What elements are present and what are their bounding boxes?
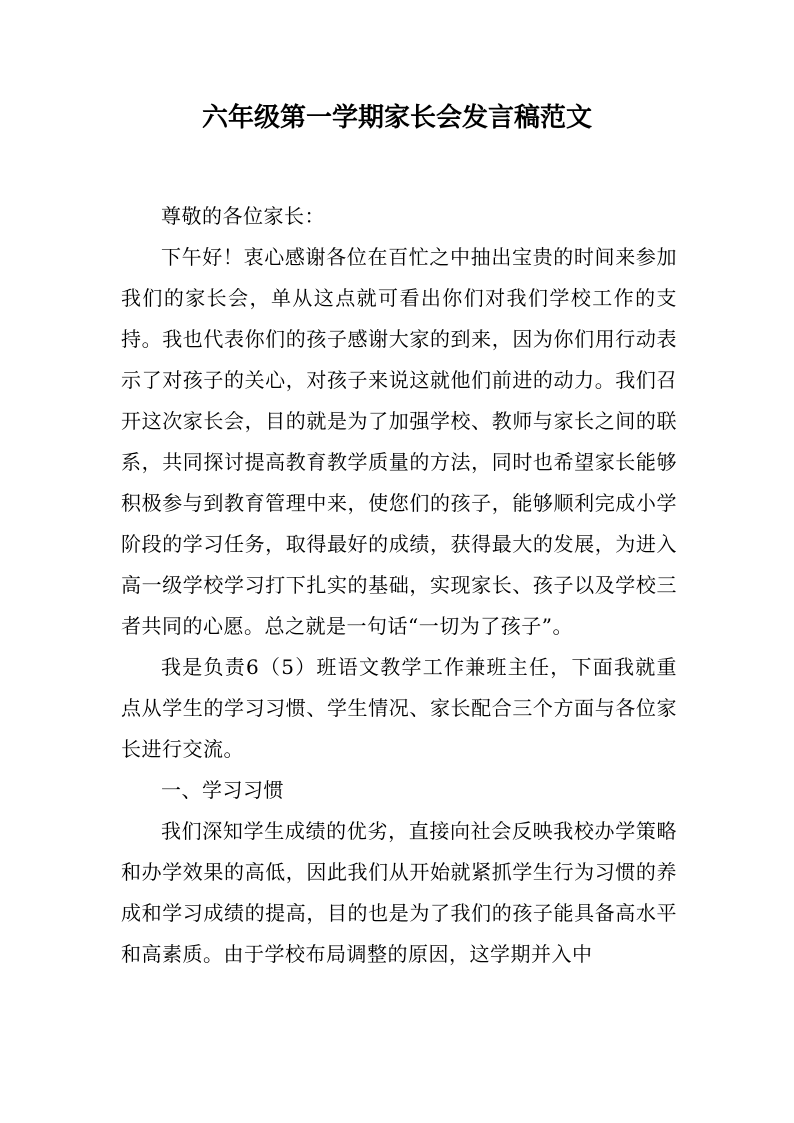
introduction-paragraph: 我是负责6（5）班语文教学工作兼班主任，下面我就重点从学生的学习习惯、学生情况、家长配合三个方面与各位家长进行交流。	[121, 655, 677, 761]
greeting-paragraph: 下午好！衷心感谢各位在百忙之中抽出宝贵的时间来参加我们的家长会，单从这点就可看出你们对我们学校工作的支持。我也代表你们的孩子感谢大家的到来，因为你们用行动表示了对孩子的关心，对孩子来说这就他们前进的动力。我们召开这次家长会，目的就是为了加强学校、教师与家长之间的联系，共同探讨提高教育教学质量的方法，同时也希望家长能够积极参与到教育管理中来，使您们的孩子，能够顺利完成小学阶段的学习任务，取得最好的成绩，获得最大的发展，为进入高一级学校学习打下扎实的基础，实现家长、孩子以及学校三者共同的心愿。总之就是一句话“一切为了孩子”。	[121, 245, 677, 638]
document-body	[121, 196, 677, 975]
document-title: 六年级第一学期家长会发言稿范文	[201, 103, 592, 133]
section-heading-study-habits: 一、学习习惯	[161, 778, 284, 802]
study-habits-paragraph: 我们深知学生成绩的优劣，直接向社会反映我校办学策略和办学效果的高低，因此我们从开始就紧抓学生行为习惯的养成和学习成绩的提高，目的也是为了我们的孩子能具备高水平和高素质。由于学校布局调整的原因，这学期并入中	[121, 819, 677, 966]
salutation-paragraph: 尊敬的各位家长：	[161, 204, 325, 228]
